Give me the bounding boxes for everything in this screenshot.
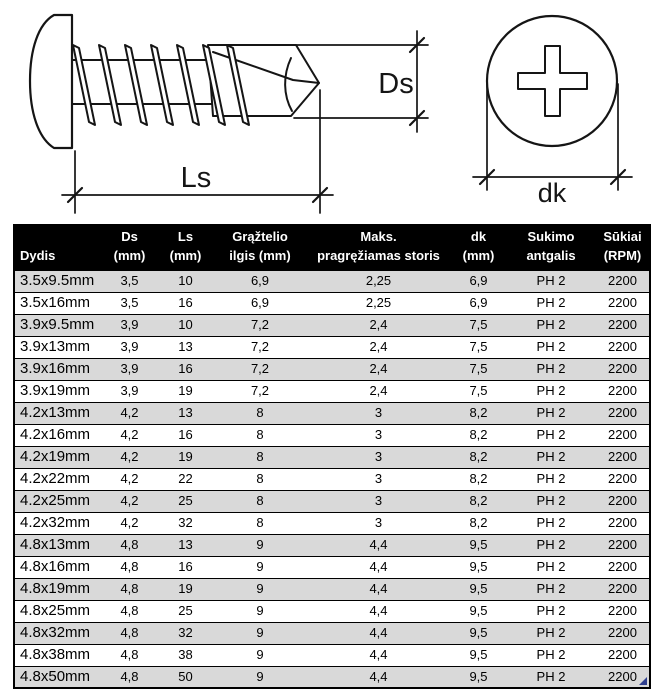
header-line: Ds xyxy=(121,229,138,244)
spec-row xyxy=(14,600,650,622)
thread-blade xyxy=(73,45,95,125)
spec-table xyxy=(13,224,651,689)
cell-bit: PH 2 xyxy=(506,512,596,534)
cell-rpm: 2200 xyxy=(596,666,650,688)
cell-ls: 25 xyxy=(157,490,214,512)
cell-ds: 4,8 xyxy=(102,578,157,600)
cell-rpm: 2200 xyxy=(596,512,650,534)
spec-row xyxy=(14,402,650,424)
cell-dk: 9,5 xyxy=(451,666,506,688)
col-header-ds xyxy=(102,225,157,270)
cell-ls: 38 xyxy=(157,644,214,666)
thread-blade xyxy=(125,45,147,125)
cell-bit: PH 2 xyxy=(506,644,596,666)
cell-dk: 9,5 xyxy=(451,556,506,578)
cell-ls: 22 xyxy=(157,468,214,490)
cell-ds: 4,2 xyxy=(102,490,157,512)
spec-row xyxy=(14,424,650,446)
cell-dk: 7,5 xyxy=(451,336,506,358)
cell-dk: 6,9 xyxy=(451,292,506,314)
cell-ds: 3,9 xyxy=(102,358,157,380)
spec-row xyxy=(14,666,650,688)
cell-drill-length: 8 xyxy=(214,490,306,512)
cell-max-thickness: 3 xyxy=(306,490,451,512)
spec-row xyxy=(14,578,650,600)
cell-max-thickness: 2,4 xyxy=(306,380,451,402)
header-line: (mm) xyxy=(462,247,495,263)
cell-ls: 16 xyxy=(157,556,214,578)
cell-dk: 7,5 xyxy=(451,358,506,380)
cell-size: 4.8x38mm xyxy=(14,644,102,666)
cell-drill-length: 9 xyxy=(214,578,306,600)
spec-row xyxy=(14,468,650,490)
cell-max-thickness: 4,4 xyxy=(306,534,451,556)
cell-dk: 9,5 xyxy=(451,578,506,600)
header-line: Sukimo xyxy=(527,229,575,244)
cell-max-thickness: 2,4 xyxy=(306,314,451,336)
cell-ds: 4,8 xyxy=(102,666,157,688)
cell-dk: 8,2 xyxy=(451,402,506,424)
cell-bit: PH 2 xyxy=(506,402,596,424)
cell-rpm: 2200 xyxy=(596,402,650,424)
screw-head-shape xyxy=(30,15,72,148)
cell-size: 3.9x13mm xyxy=(14,336,102,358)
cell-max-thickness: 4,4 xyxy=(306,578,451,600)
cell-ls: 25 xyxy=(157,600,214,622)
cell-rpm: 2200 xyxy=(596,358,650,380)
col-header-dk xyxy=(451,225,506,270)
cell-max-thickness: 3 xyxy=(306,424,451,446)
spec-row xyxy=(14,490,650,512)
cell-ls: 19 xyxy=(157,446,214,468)
cell-bit: PH 2 xyxy=(506,424,596,446)
cell-ds: 4,2 xyxy=(102,424,157,446)
spec-row xyxy=(14,358,650,380)
cell-ls: 16 xyxy=(157,424,214,446)
cell-ds: 3,5 xyxy=(102,270,157,292)
cell-drill-length: 7,2 xyxy=(214,314,306,336)
col-header-maks-storis xyxy=(306,225,451,270)
ls-dimension-label: Ls xyxy=(180,162,212,194)
cell-drill-length: 9 xyxy=(214,556,306,578)
cell-bit: PH 2 xyxy=(506,490,596,512)
cell-ls: 16 xyxy=(157,358,214,380)
cell-ds: 4,8 xyxy=(102,556,157,578)
thread-blade xyxy=(99,45,121,125)
cell-size: 4.8x50mm xyxy=(14,666,102,688)
cell-dk: 7,5 xyxy=(451,380,506,402)
cell-ls: 13 xyxy=(157,336,214,358)
cell-max-thickness: 3 xyxy=(306,468,451,490)
cell-max-thickness: 3 xyxy=(306,446,451,468)
cell-drill-length: 8 xyxy=(214,468,306,490)
cell-dk: 9,5 xyxy=(451,644,506,666)
cell-ls: 13 xyxy=(157,534,214,556)
cell-ds: 4,2 xyxy=(102,468,157,490)
cell-bit: PH 2 xyxy=(506,578,596,600)
spec-row xyxy=(14,534,650,556)
cell-bit: PH 2 xyxy=(506,336,596,358)
header-line: antgalis xyxy=(526,247,576,263)
spec-row xyxy=(14,270,650,292)
cell-dk: 9,5 xyxy=(451,600,506,622)
cell-dk: 9,5 xyxy=(451,534,506,556)
thread-blade xyxy=(177,45,199,125)
cell-rpm: 2200 xyxy=(596,556,650,578)
dk-dimension-label: dk xyxy=(537,178,567,208)
spec-row xyxy=(14,380,650,402)
cell-dk: 8,2 xyxy=(451,512,506,534)
cell-ds: 3,9 xyxy=(102,336,157,358)
cell-max-thickness: 2,25 xyxy=(306,292,451,314)
cell-rpm: 2200 xyxy=(596,270,650,292)
header-line: Sūkiai xyxy=(603,229,642,244)
cell-dk: 8,2 xyxy=(451,468,506,490)
cell-drill-length: 6,9 xyxy=(214,292,306,314)
cell-ls: 16 xyxy=(157,292,214,314)
cell-rpm: 2200 xyxy=(596,600,650,622)
cell-size: 4.2x13mm xyxy=(14,402,102,424)
cell-rpm: 2200 xyxy=(596,534,650,556)
spec-row xyxy=(14,512,650,534)
header-line: Dydis xyxy=(20,247,56,263)
cell-drill-length: 8 xyxy=(214,512,306,534)
header-line: pragręžiamas storis xyxy=(317,247,440,263)
cell-bit: PH 2 xyxy=(506,468,596,490)
cell-size: 4.2x32mm xyxy=(14,512,102,534)
spec-row xyxy=(14,556,650,578)
cell-rpm: 2200 xyxy=(596,336,650,358)
cell-ds: 3,9 xyxy=(102,380,157,402)
header-line: Ls xyxy=(177,229,194,244)
cell-ds: 4,2 xyxy=(102,512,157,534)
cell-max-thickness: 4,4 xyxy=(306,556,451,578)
cell-drill-length: 7,2 xyxy=(214,358,306,380)
header-row xyxy=(14,225,650,270)
cell-ds: 4,8 xyxy=(102,600,157,622)
cell-drill-length: 7,2 xyxy=(214,380,306,402)
cell-ds: 3,9 xyxy=(102,314,157,336)
cell-dk: 8,2 xyxy=(451,446,506,468)
cell-drill-length: 9 xyxy=(214,644,306,666)
cell-dk: 9,5 xyxy=(451,622,506,644)
cell-ds: 4,2 xyxy=(102,402,157,424)
cell-size: 3.9x9.5mm xyxy=(14,314,102,336)
cell-bit: PH 2 xyxy=(506,358,596,380)
cell-size: 3.5x9.5mm xyxy=(14,270,102,292)
cell-size: 4.8x25mm xyxy=(14,600,102,622)
cell-size: 4.2x19mm xyxy=(14,446,102,468)
header-line: (mm) xyxy=(113,247,146,263)
header-line: dk xyxy=(470,229,487,244)
cell-bit: PH 2 xyxy=(506,600,596,622)
cell-bit: PH 2 xyxy=(506,666,596,688)
cell-ds: 4,8 xyxy=(102,534,157,556)
cell-rpm: 2200 xyxy=(596,644,650,666)
cell-rpm: 2200 xyxy=(596,380,650,402)
cell-ls: 50 xyxy=(157,666,214,688)
cell-rpm: 2200 xyxy=(596,424,650,446)
cell-drill-length: 8 xyxy=(214,402,306,424)
cell-rpm: 2200 xyxy=(596,622,650,644)
header-line: (mm) xyxy=(169,247,202,263)
header-line: ilgis (mm) xyxy=(229,247,291,263)
col-header-sukiai-rpm xyxy=(596,225,650,270)
col-header-dydis xyxy=(14,225,102,270)
cell-drill-length: 9 xyxy=(214,622,306,644)
cell-ls: 10 xyxy=(157,270,214,292)
cell-bit: PH 2 xyxy=(506,292,596,314)
cell-ls: 32 xyxy=(157,512,214,534)
cell-ls: 13 xyxy=(157,402,214,424)
cell-size: 4.8x32mm xyxy=(14,622,102,644)
col-header-graztelio-ilgis xyxy=(214,225,306,270)
screw-head-top-view xyxy=(473,16,632,190)
cell-rpm: 2200 xyxy=(596,578,650,600)
cell-bit: PH 2 xyxy=(506,556,596,578)
cell-dk: 8,2 xyxy=(451,490,506,512)
cell-size: 4.2x25mm xyxy=(14,490,102,512)
cell-ls: 19 xyxy=(157,380,214,402)
cell-drill-length: 9 xyxy=(214,666,306,688)
cell-bit: PH 2 xyxy=(506,622,596,644)
screw-side-view xyxy=(30,15,428,213)
cell-max-thickness: 4,4 xyxy=(306,622,451,644)
cell-bit: PH 2 xyxy=(506,534,596,556)
cell-max-thickness: 4,4 xyxy=(306,644,451,666)
cell-ds: 4,8 xyxy=(102,644,157,666)
cell-size: 3.5x16mm xyxy=(14,292,102,314)
cell-rpm: 2200 xyxy=(596,292,650,314)
spec-row xyxy=(14,644,650,666)
cell-dk: 6,9 xyxy=(451,270,506,292)
cell-drill-length: 8 xyxy=(214,424,306,446)
spec-row xyxy=(14,336,650,358)
spec-row xyxy=(14,292,650,314)
cell-ds: 4,2 xyxy=(102,446,157,468)
cell-max-thickness: 2,4 xyxy=(306,358,451,380)
cell-size: 4.8x19mm xyxy=(14,578,102,600)
cell-size: 4.2x16mm xyxy=(14,424,102,446)
cell-rpm: 2200 xyxy=(596,468,650,490)
thread-blade xyxy=(151,45,173,125)
header-line: (RPM) xyxy=(603,247,642,263)
cell-size: 3.9x19mm xyxy=(14,380,102,402)
cell-rpm: 2200 xyxy=(596,314,650,336)
cell-drill-length: 9 xyxy=(214,534,306,556)
cell-drill-length: 7,2 xyxy=(214,336,306,358)
cell-bit: PH 2 xyxy=(506,380,596,402)
header-line: Maks. xyxy=(360,229,397,244)
cell-max-thickness: 3 xyxy=(306,402,451,424)
header-line: Grąžtelio xyxy=(232,229,288,244)
col-header-sukimo-antgalis xyxy=(506,225,596,270)
col-header-ls xyxy=(157,225,214,270)
cell-drill-length: 8 xyxy=(214,446,306,468)
cell-dk: 8,2 xyxy=(451,424,506,446)
cell-max-thickness: 2,4 xyxy=(306,336,451,358)
cell-rpm: 2200 xyxy=(596,490,650,512)
cell-drill-length: 6,9 xyxy=(214,270,306,292)
technical-drawings xyxy=(0,0,660,222)
cell-ls: 19 xyxy=(157,578,214,600)
cell-max-thickness: 4,4 xyxy=(306,600,451,622)
cell-bit: PH 2 xyxy=(506,270,596,292)
cell-size: 4.8x16mm xyxy=(14,556,102,578)
cell-size: 4.8x13mm xyxy=(14,534,102,556)
cell-bit: PH 2 xyxy=(506,314,596,336)
spec-row xyxy=(14,622,650,644)
cell-drill-length: 9 xyxy=(214,600,306,622)
cell-size: 4.2x22mm xyxy=(14,468,102,490)
cell-size: 3.9x16mm xyxy=(14,358,102,380)
cell-max-thickness: 3 xyxy=(306,512,451,534)
ds-dimension-label: Ds xyxy=(378,68,414,100)
cell-bit: PH 2 xyxy=(506,446,596,468)
cell-ds: 3,5 xyxy=(102,292,157,314)
spec-row xyxy=(14,314,650,336)
cell-dk: 7,5 xyxy=(451,314,506,336)
cell-rpm: 2200 xyxy=(596,446,650,468)
cell-max-thickness: 4,4 xyxy=(306,666,451,688)
cell-ls: 32 xyxy=(157,622,214,644)
cell-ls: 10 xyxy=(157,314,214,336)
cell-ds: 4,8 xyxy=(102,622,157,644)
cell-max-thickness: 2,25 xyxy=(306,270,451,292)
spec-row xyxy=(14,446,650,468)
